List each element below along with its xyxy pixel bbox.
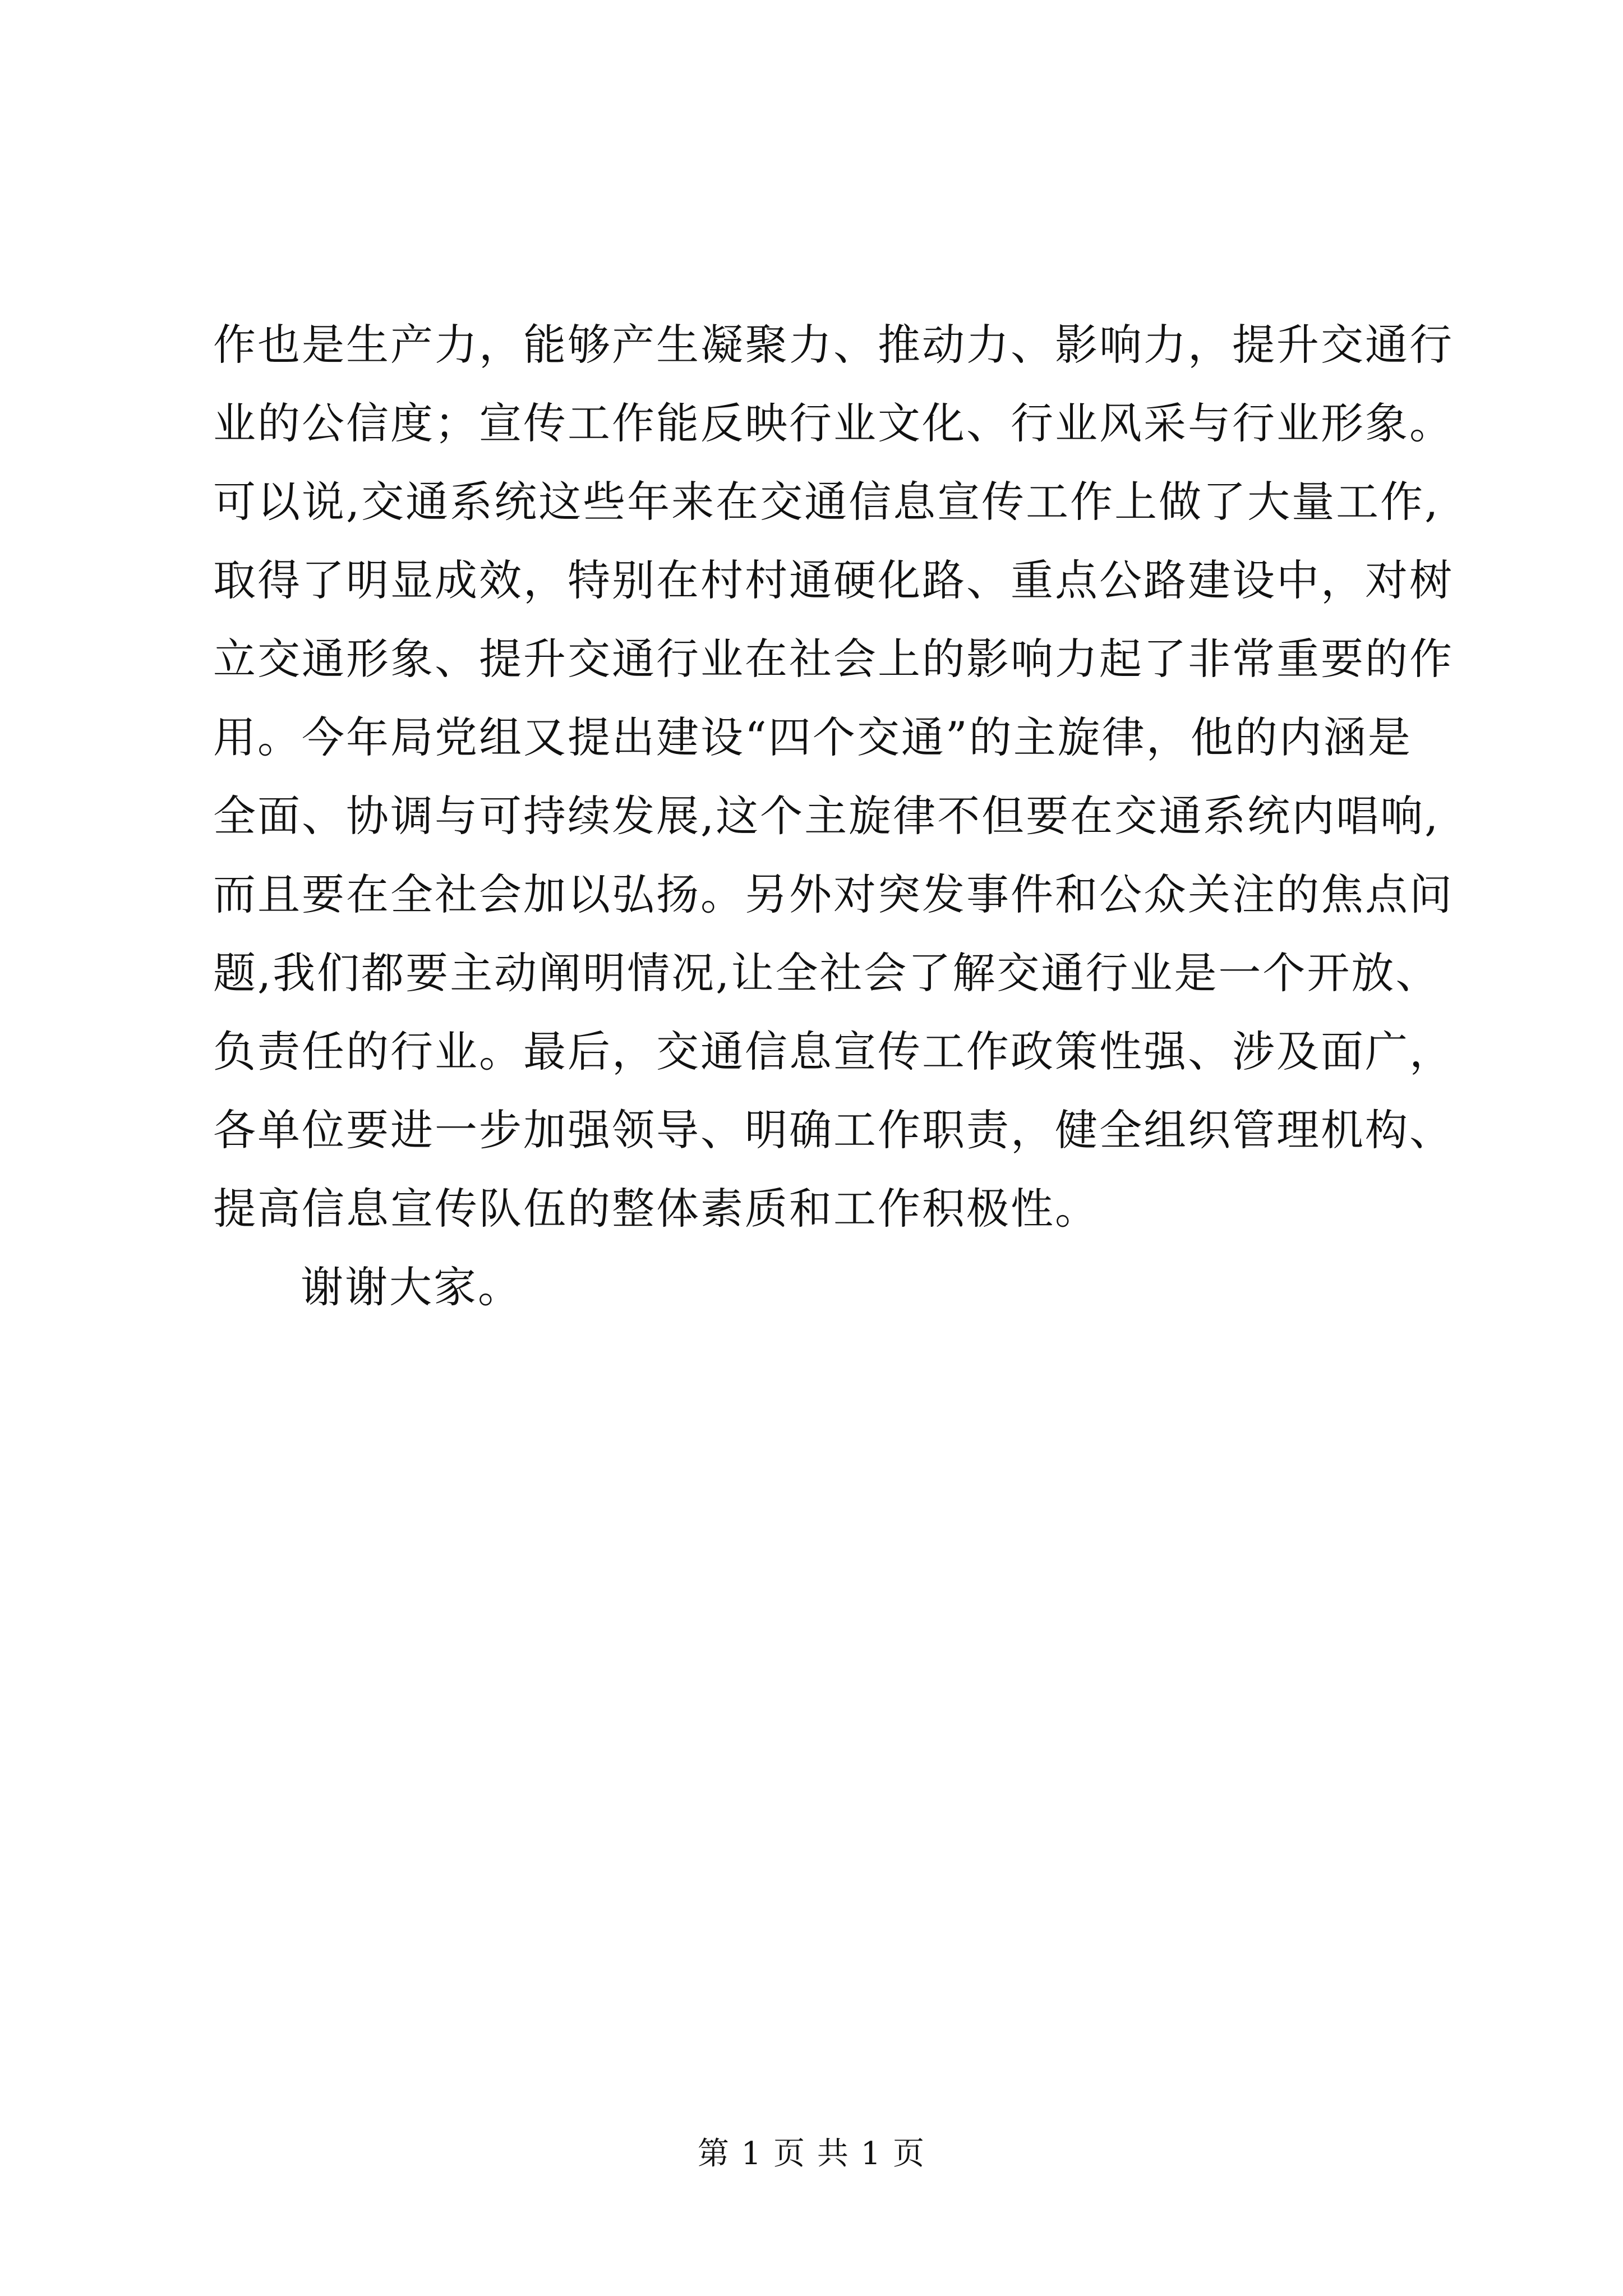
body-paragraph — [213, 306, 1469, 1248]
text-line: 立交通形象、提升交通行业在社会上的影响力起了非常重要的作 — [213, 634, 1454, 684]
text-line: 业的公信度；宣传工作能反映行业文化、行业风采与行业形象。 — [213, 398, 1454, 448]
text-line: 而且要在全社会加以弘扬。另外对突发事件和公众关注的焦点问 — [213, 869, 1454, 919]
text-line: 作也是生产力，能够产生凝聚力、推动力、影响力，提升交通行 — [213, 320, 1454, 370]
text-line: 取得了明显成效，特别在村村通硬化路、重点公路建设中，对树 — [213, 555, 1454, 605]
text-line: 可以说,交通系统这些年来在交通信息宣传工作上做了大量工作, — [213, 477, 1440, 527]
text-line: 各单位要进一步加强领导、明确工作职责，健全组织管理机构、 — [213, 1105, 1454, 1155]
text-line: 提高信息宣传队伍的整体素质和工作积极性。 — [213, 1184, 1099, 1234]
text-line: 题,我们都要主动阐明情况,让全社会了解交通行业是一个开放、 — [213, 948, 1440, 998]
closing-remark: 谢谢大家。 — [301, 1262, 522, 1312]
text-line: 用。今年局党组又提出建设“四个交通”的主旋律，他的内涵是 — [213, 712, 1412, 762]
page-footer: 第 1 页 共 1 页 — [697, 2136, 926, 2172]
text-line: 负责任的行业。最后，交通信息宣传工作政策性强、涉及面广， — [213, 1027, 1454, 1076]
text-line: 全面、协调与可持续发展,这个主旋律不但要在交通系统内唱响, — [213, 791, 1440, 841]
